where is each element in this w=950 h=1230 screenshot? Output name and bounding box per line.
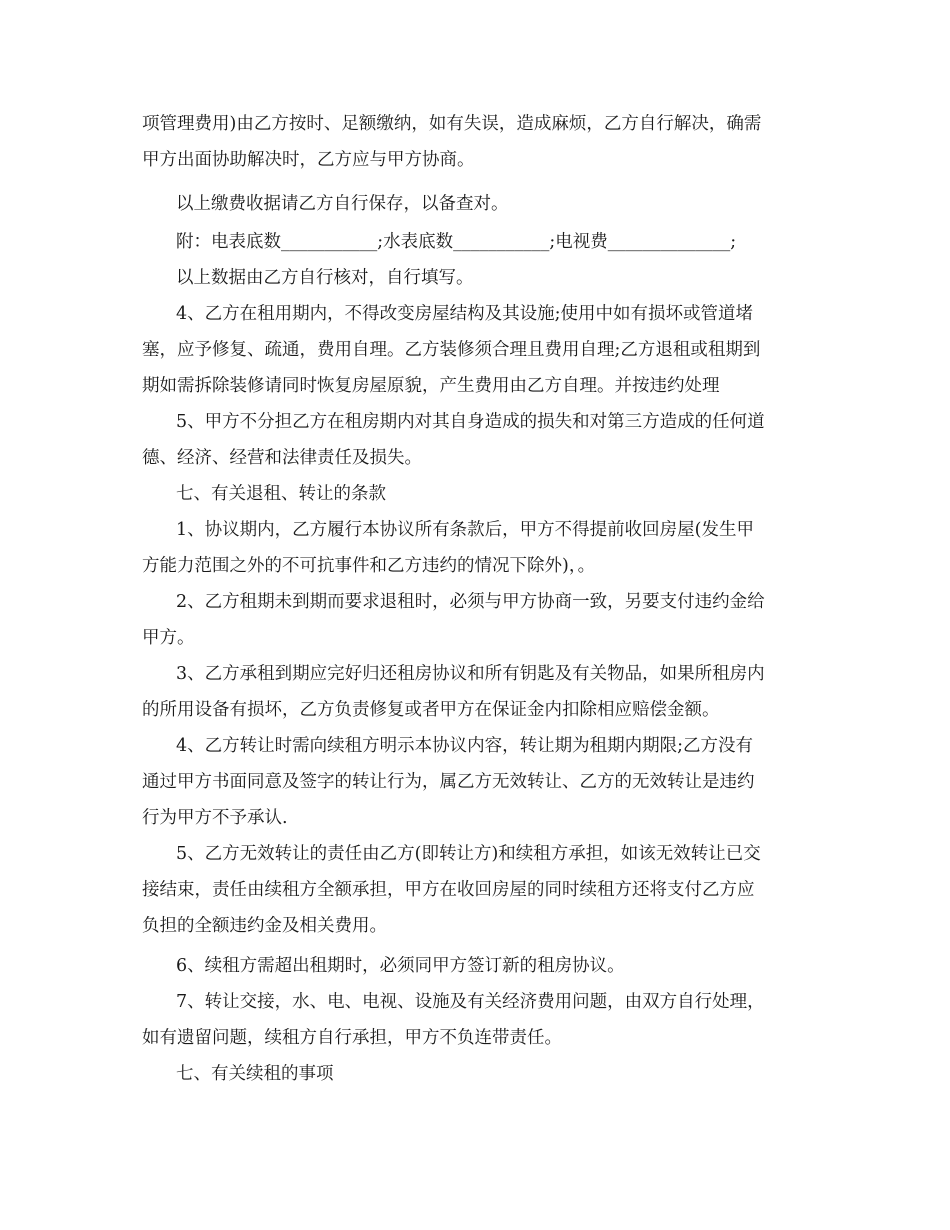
section-heading: 七、有关续租的事项 xyxy=(176,1064,334,1084)
text-line: 附：电表底数___________;水表底数___________;电视费______________; xyxy=(176,232,737,252)
text-line: 1、协议期内，乙方履行本协议所有条款后，甲方不得提前收回房屋(发生甲 xyxy=(176,520,754,540)
text-line: 期如需拆除装修请同时恢复房屋原貌，产生费用由乙方自理。并按违约处理 xyxy=(142,376,720,396)
text-line: 德、经济、经营和法律责任及损失。 xyxy=(142,448,422,468)
text-line: 的所用设备有损坏，乙方负责修复或者甲方在保证金内扣除相应赔偿金额。 xyxy=(142,700,720,720)
text-line: 3、乙方承租到期应完好归还租房协议和所有钥匙及有关物品，如果所租房内 xyxy=(176,664,765,684)
text-line: 接结束，责任由续租方全额承担，甲方在收回房屋的同时续租方还将支付乙方应 xyxy=(142,880,755,900)
text-line: 塞，应予修复、疏通，费用自理。乙方装修须合理且费用自理;乙方退租或租期到 xyxy=(142,340,761,360)
text-line: 2、乙方租期未到期而要求退租时，必须与甲方协商一致，另要支付违约金给 xyxy=(176,592,765,612)
text-line: 甲方出面协助解决时，乙方应与甲方协商。 xyxy=(142,150,475,170)
text-line: 4、乙方在租用期内，不得改变房屋结构及其设施;使用中如有损坏或管道堵 xyxy=(176,304,754,324)
text-line: 甲方。 xyxy=(142,628,195,648)
text-line: 以上数据由乙方自行核对，自行填写。 xyxy=(176,268,474,288)
text-line: 5、乙方无效转让的责任由乙方(即转让方)和续租方承担，如该无效转让已交 xyxy=(176,844,761,864)
text-line: 4、乙方转让时需向续租方明示本协议内容，转让期为租期内期限;乙方没有 xyxy=(176,736,754,756)
text-line: 负担的全额违约金及相关费用。 xyxy=(142,916,387,936)
text-line: 如有遗留问题，续租方自行承担，甲方不负连带责任。 xyxy=(142,1028,562,1048)
section-heading: 七、有关退租、转让的条款 xyxy=(176,484,386,504)
text-line: 通过甲方书面同意及签字的转让行为，属乙方无效转让、乙方的无效转让是违约 xyxy=(142,772,755,792)
text-line: 项管理费用)由乙方按时、足额缴纳，如有失误，造成麻烦，乙方自行解决，确需 xyxy=(142,114,762,134)
text-line: 7、转让交接，水、电、电视、设施及有关经济费用问题，由双方自行处理， xyxy=(176,992,765,1012)
text-line: 5、甲方不分担乙方在租房期内对其自身造成的损失和对第三方造成的任何道 xyxy=(176,412,765,432)
text-line: 行为甲方不予承认. xyxy=(142,808,288,828)
text-line: 方能力范围之外的不可抗事件和乙方违约的情况下除外)，。 xyxy=(142,556,596,576)
text-line: 6、续租方需超出租期时，必须同甲方签订新的租房协议。 xyxy=(176,956,625,976)
text-line: 以上缴费收据请乙方自行保存，以备查对。 xyxy=(176,194,509,214)
